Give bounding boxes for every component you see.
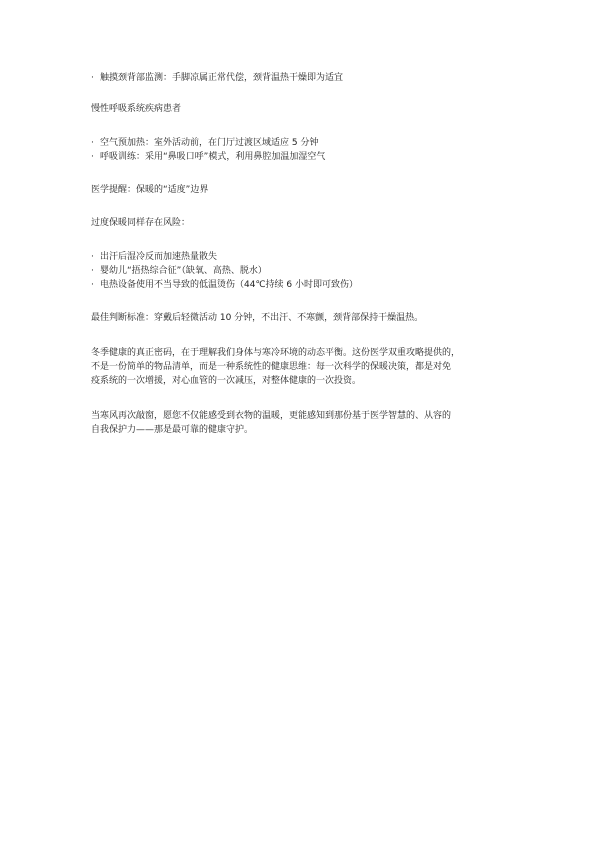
paragraph-closing: [91, 409, 511, 437]
bullet-icon: ·: [91, 252, 94, 262]
list-item-text: 触摸颈背部监测：手脚凉属正常代偿，颈背温热干燥即为适宜: [100, 73, 344, 83]
monitoring-list: [91, 71, 515, 85]
bullet-icon: ·: [91, 152, 94, 162]
list-item-text: 出汗后湿冷反而加速热量散失: [100, 252, 218, 262]
bullet-icon: ·: [91, 73, 94, 83]
paragraph-line: 不是一份简单的物品清单，而是一种系统性的健康思维：每一次科学的保暖决策，都是对免: [91, 362, 452, 372]
list-item-text: 电热设备使用不当导致的低温烫伤（44℃持续 6 小时即可致伤）: [100, 280, 359, 290]
bullet-icon: ·: [91, 280, 94, 290]
respiratory-list: [91, 136, 515, 164]
section-heading-medical-tip: 医学提醒：保暖的“适度”边界: [91, 185, 209, 195]
overwarm-risk-heading: 过度保暖同样存在风险：: [91, 218, 191, 228]
bullet-icon: ·: [91, 138, 94, 148]
best-standard-text: 最佳判断标准：穿戴后轻微活动 10 分钟，不出汗、不寒颤，颈背部保持干燥温热。: [91, 313, 424, 323]
list-item-text: 呼吸训练：采用“鼻吸口呼”模式，利用鼻腔加温加湿空气: [100, 152, 326, 162]
paragraph-line: 自我保护力——那是最可靠的健康守护。: [91, 425, 254, 435]
list-item: [91, 278, 515, 292]
list-item: [91, 71, 515, 85]
risk-list: [91, 250, 515, 292]
list-item-text: 婴幼儿“捂热综合征”（缺氧、高热、脱水）: [100, 266, 267, 276]
section-heading-respiratory: 慢性呼吸系统疾病患者: [91, 104, 182, 114]
paragraph-health-secret: [91, 346, 511, 388]
list-item-text: 空气预加热：室外活动前，在门厅过渡区域适应 5 分钟: [100, 138, 319, 148]
paragraph-line: 冬季健康的真正密码，在于理解我们身体与寒冷环境的动态平衡。这份医学双重攻略提供的，: [91, 348, 461, 358]
bullet-icon: ·: [91, 266, 94, 276]
paragraph-line: 疫系统的一次增援，对心血管的一次减压，对整体健康的一次投资。: [91, 376, 362, 386]
list-item: [91, 136, 515, 150]
list-item: [91, 250, 515, 264]
list-item: [91, 264, 515, 278]
paragraph-line: 当寒风再次敲窗，愿您不仅能感受到衣物的温暖，更能感知到那份基于医学智慧的、从容的: [91, 411, 452, 421]
list-item: [91, 150, 515, 164]
